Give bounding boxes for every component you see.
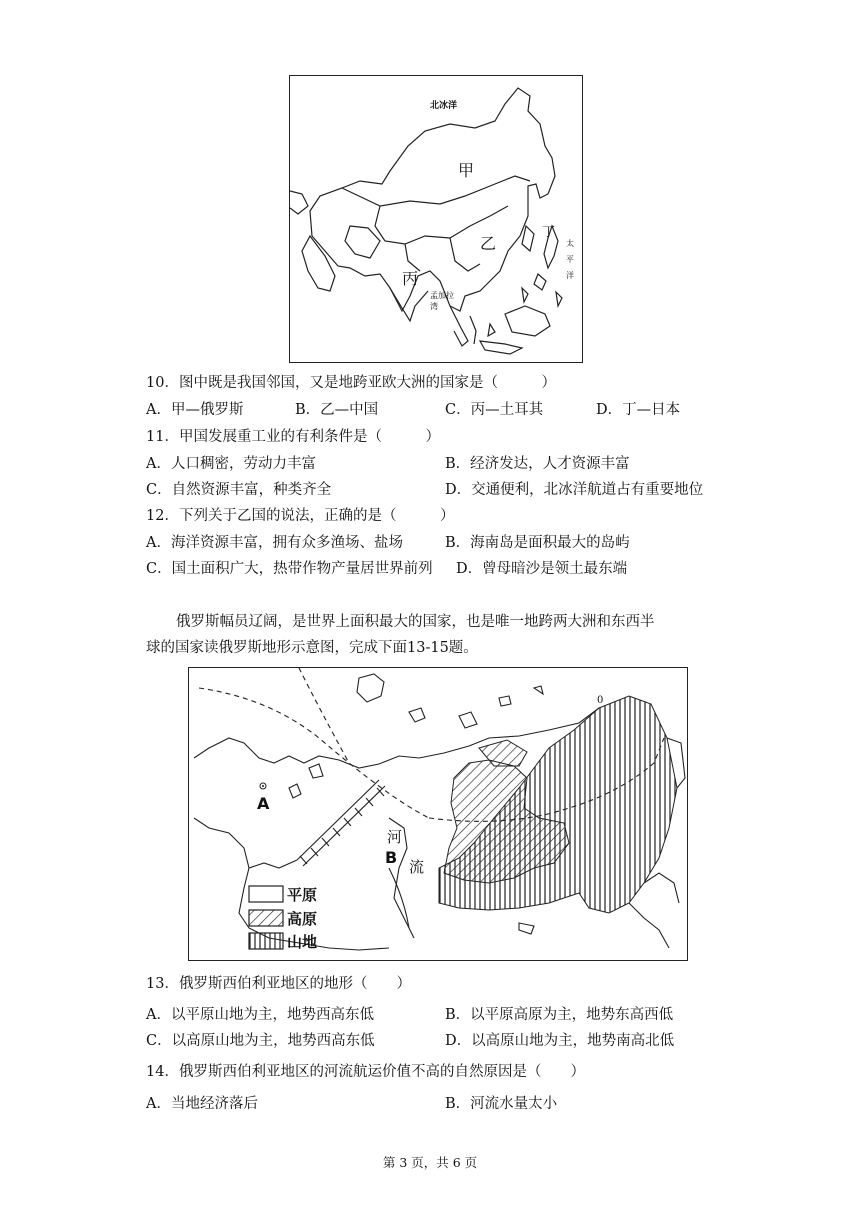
russia-map-drawing	[189, 668, 687, 960]
arctic-ocean-label: 北冰洋	[430, 101, 458, 111]
page-number-footer: 第 3 页，共 6 页	[382, 1155, 478, 1170]
q13-option-d: D．以高原山地为主，地势南高北低	[445, 1033, 675, 1049]
q11-option-d: D．交通便利，北冰洋航道占有重要地位	[445, 482, 704, 498]
country-jia-label: 甲	[458, 161, 475, 180]
q13-option-c: C．以高原山地为主，地势西高东低	[146, 1033, 375, 1049]
q11-option-a: A．人口稠密，劳动力丰富	[146, 456, 316, 472]
passage-line-1: 俄罗斯幅员辽阔，是世界上面积最大的国家，也是唯一地跨两大洲和东西半	[176, 614, 655, 630]
q10-option-d: D．丁—日本	[596, 402, 681, 418]
point-a-label: A	[257, 794, 270, 813]
q10-option-b: B．乙—中国	[295, 402, 379, 418]
q11-stem: 11．甲国发展重工业的有利条件是（ ）	[146, 429, 440, 445]
q11-option-b: B．经济发达，人才资源丰富	[445, 456, 630, 472]
asia-map-drawing	[290, 76, 582, 362]
asia-map	[289, 75, 583, 363]
bay-of-bengal-label: 孟加拉湾	[430, 291, 454, 311]
q13-option-a: A．以平原山地为主，地势西高东低	[146, 1007, 374, 1023]
legend-mountain-label: 山地	[287, 933, 318, 951]
passage-line-2: 球的国家读俄罗斯地形示意图，完成下面13-15题。	[146, 640, 478, 656]
q12-stem: 12．下列关于乙国的说法，正确的是（ ）	[146, 508, 455, 524]
q12-option-a: A．海洋资源丰富，拥有众多渔场、盐场	[146, 535, 403, 551]
q14-stem: 14．俄罗斯西伯利亚地区的河流航运价值不高的自然原因是（ ）	[146, 1064, 585, 1080]
country-yi-label: 乙	[480, 234, 497, 253]
russia-terrain-map	[188, 667, 688, 961]
zero-meridian-label: 0	[597, 695, 604, 706]
river-label-2: 流	[409, 858, 425, 876]
pacific-ocean-label: 太平洋	[566, 239, 574, 280]
country-ding-label: 丁	[542, 225, 556, 240]
q13-stem: 13．俄罗斯西伯利亚地区的地形（ ）	[146, 976, 411, 992]
q12-option-c: C．国土面积广大，热带作物产量居世界前列	[146, 561, 433, 577]
q10-option-c: C．丙—土耳其	[445, 402, 544, 418]
q14-option-a: A．当地经济落后	[146, 1096, 258, 1112]
q10-stem: 10．图中既是我国邻国，又是地跨亚欧大洲的国家是（ ）	[146, 375, 556, 391]
q10-option-a: A．甲—俄罗斯	[146, 402, 244, 418]
river-label-1: 河	[387, 828, 403, 846]
legend-plateau-label: 高原	[287, 910, 318, 928]
q12-option-b: B．海南岛是面积最大的岛屿	[445, 535, 630, 551]
point-b-label: B	[385, 848, 398, 867]
q12-option-d: D．曾母暗沙是领土最东端	[456, 561, 628, 577]
legend-plain-label: 平原	[287, 886, 318, 904]
q13-option-b: B．以平原高原为主，地势东高西低	[445, 1007, 674, 1023]
q11-option-c: C．自然资源丰富，种类齐全	[146, 482, 332, 498]
country-bing-label: 丙	[402, 269, 419, 288]
q14-option-b: B．河流水量太小	[445, 1096, 558, 1112]
